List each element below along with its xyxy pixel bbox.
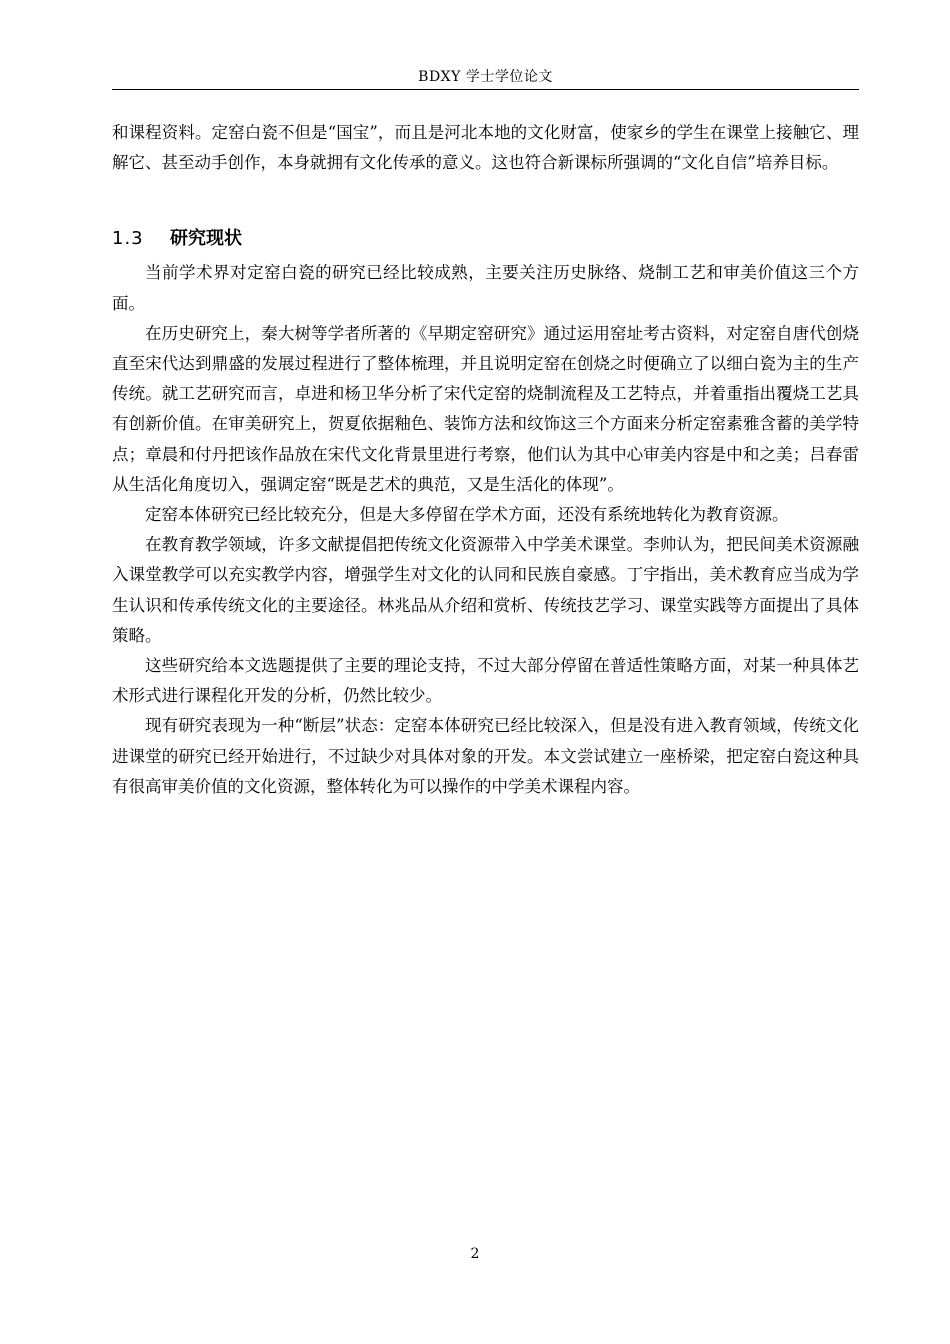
page-number: 2 — [470, 1246, 480, 1262]
body-paragraph: 定窑本体研究已经比较充分，但是大多停留在学术方面，还没有系统地转化为教育资源。 — [145, 505, 789, 525]
section-title: 研究现状 — [170, 228, 242, 250]
section-heading — [112, 224, 859, 254]
body-paragraph: 在教育教学领域，许多文献提倡把传统文化资源带入中学美术课堂。李帅认为，把民间美术资源融入课堂教学可以充实教学内容，增强学生对文化的认同和民族自豪感。丁宇指出，美术教育应当成为学生认识和传承传统文化的主要途径。林兆品从介绍和赏析、传统技艺学习、课堂实践等方面提出了具体策略。 — [112, 535, 859, 645]
body-paragraph: 当前学术界对定窑白瓷的研究已经比较成熟，主要关注历史脉络、烧制工艺和审美价值这三个方面。 — [112, 263, 859, 313]
running-header: BDXY 学士学位论文 — [418, 69, 553, 85]
body-paragraph: 现有研究表现为一种“断层”状态：定窑本体研究已经比较深入，但是没有进入教育领域，传统文化进课堂的研究已经开始进行，不过缺少对具体对象的开发。本文尝试建立一座桥梁，把定窑白瓷这种具有很高审美价值的文化资源，整体转化为可以操作的中学美术课程内容。 — [112, 716, 859, 796]
page-body — [112, 118, 859, 802]
body-paragraph: 这些研究给本文选题提供了主要的理论支持，不过大部分停留在普适性策略方面，对某一种具体艺术形式进行课程化开发的分析，仍然比较少。 — [112, 656, 859, 706]
body-paragraph: 在历史研究上，秦大树等学者所著的《早期定窑研究》通过运用窑址考古资料，对定窑自唐代创烧直至宋代达到鼎盛的发展过程进行了整体梳理，并且说明定窑在创烧之时便确立了以细白瓷为主的生产传统。就工艺研究而言，卓进和杨卫华分析了宋代定窑的烧制流程及工艺特点，并着重指出覆烧工艺具有创新价值。在审美研究上，贺夏依据釉色、装饰方法和纹饰这三个方面来分析定窑素雅含蓄的美学特点；章晨和付丹把该作品放在宋代文化背景里进行考察，他们认为其中心审美内容是中和之美；吕春雷从生活化角度切入，强调定窑“既是艺术的典范，又是生活化的体现”。 — [112, 323, 859, 494]
continued-paragraph: 和课程资料。定窑白瓷不但是“国宝”，而且是河北本地的文化财富，使家乡的学生在课堂上接触它、理解它、甚至动手创作，本身就拥有文化传承的意义。这也符合新课标所强调的“文化自信”培养目标。 — [112, 123, 859, 173]
section-number: 1.3 — [112, 228, 144, 250]
header-divider — [112, 89, 859, 90]
